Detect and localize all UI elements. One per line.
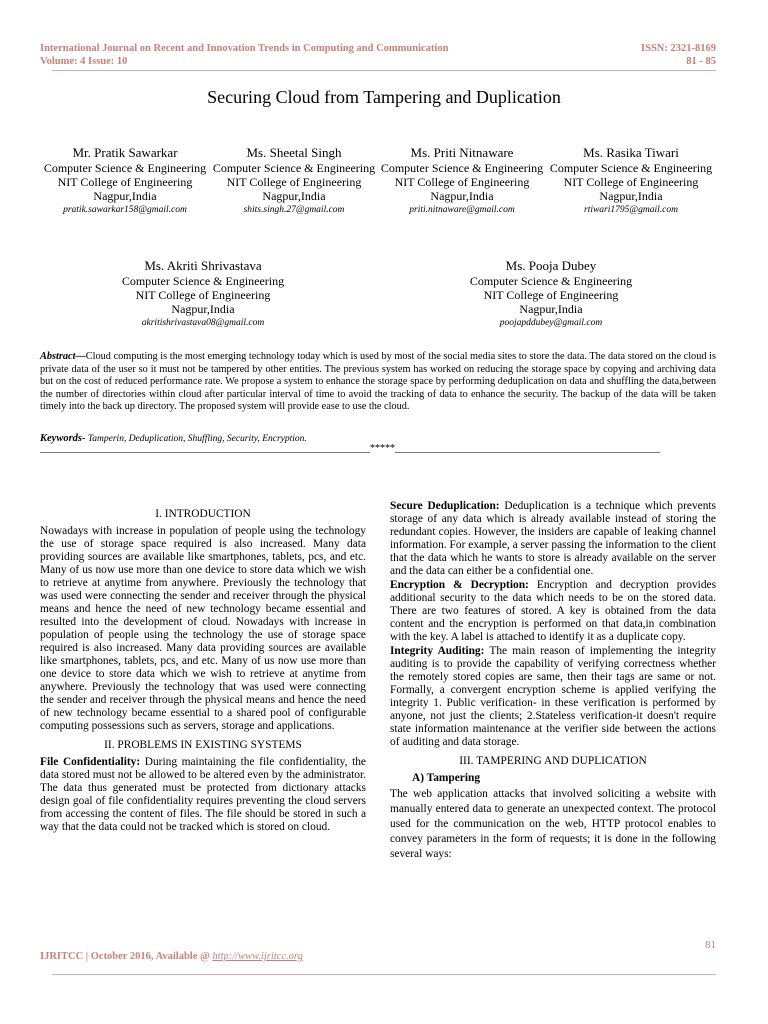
author-email[interactable]: rtiwari1795@gmail.com <box>584 205 678 215</box>
author-name: Ms. Pooja Dubey <box>505 258 597 273</box>
author-dept: Computer Science & Engineering <box>121 274 285 288</box>
author-college: NIT College of Engineering <box>394 175 530 189</box>
author-college: NIT College of Engineering <box>57 175 193 189</box>
footer-link[interactable]: http://www.ijritcc.org <box>212 951 303 962</box>
author-dept: Computer Science & Engineering <box>212 161 376 175</box>
author-block <box>377 146 547 217</box>
author-block <box>103 259 303 330</box>
right-column <box>390 500 716 863</box>
journal-issn-block <box>641 42 716 68</box>
author-name: Ms. Rasika Tiwari <box>583 145 679 160</box>
journal-pages: 81 - 85 <box>686 56 716 67</box>
author-email[interactable]: akritishrivastava08@gmail.com <box>141 318 265 328</box>
author-college: NIT College of Engineering <box>483 288 619 302</box>
footer <box>40 951 303 962</box>
encryption-label: Encryption & Decryption: <box>390 579 529 591</box>
file-confidentiality-paragraph <box>40 756 366 834</box>
author-block <box>546 146 716 217</box>
encryption-text: Encryption and decryption provides additional security to the data which needs to be on the stored data. There are two features of stored. A key is obtained from the data content and the encryption is performed on that data,in combination with the key. A label is attached to identify it as a duplicate copy. <box>390 579 717 643</box>
author-email[interactable]: priti.nitnaware@gmail.com <box>409 205 515 215</box>
author-name: Mr. Pratik Sawarkar <box>72 145 178 160</box>
author-college: NIT College of Engineering <box>226 175 362 189</box>
author-dept: Computer Science & Engineering <box>549 161 713 175</box>
abstract-label: Abstract— <box>40 351 86 362</box>
author-dept: Computer Science & Engineering <box>43 161 207 175</box>
author-name: Ms. Sheetal Singh <box>246 145 342 160</box>
keywords-label: Keywords- <box>40 433 86 444</box>
author-name: Ms. Priti Nitnaware <box>410 145 514 160</box>
section-heading-introduction: I. INTRODUCTION <box>155 508 251 520</box>
author-city: Nagpur,India <box>171 302 235 316</box>
author-block <box>209 146 379 217</box>
journal-volume: Volume: 4 Issue: 10 <box>40 56 128 67</box>
author-email[interactable]: poojapddubey@gmail.com <box>499 318 603 328</box>
section-heading-tampering: III. TAMPERING AND DUPLICATION <box>459 755 647 767</box>
author-college: NIT College of Engineering <box>563 175 699 189</box>
keywords-text: Tamperin, Deduplication, Shuffling, Security, Encryption. <box>85 434 307 444</box>
author-block <box>451 259 651 330</box>
secure-dedup-text: Deduplication is a technique which prevents storage of any data which is already available instead of storing the redundant copies. However, the insiders are capable of leaking channel information. For example, a server passing the information to the client that the data which he wants to store is already available on the server and the data can either be a confidential one. <box>390 500 716 577</box>
journal-name: International Journal on Recent and Innovation Trends in Computing and Communication <box>40 43 449 54</box>
introduction-paragraph: Nowadays with increase in population of people using the technology the use of storage space required is also increased. Many data providing sources are available like smartphones, tablets, pcs, and etc. Many of us now use more than one device to store data which we wish to retrieve at anytime from anywhere. Previously the technology that was used were connecting the sender and receiver through the physical means and hence the need of new technology became essential and resulted into the development of cloud. Nowadays with increase in population of people using the technology the use of storage space required is also increased. Many data providing sources are available like smartphones, tablets, pcs, and etc. Many of us now use more than one device to store data which we wish to retrieve at anytime from anywhere. Previously the technology that was used were connecting the sender and receiver through the physical means and hence the need of new technology became essential to a shared pool of configurable computing possessions such as servers, storage and applications. <box>40 525 366 732</box>
abstract <box>40 351 716 414</box>
author-dept: Computer Science & Engineering <box>469 274 633 288</box>
encryption-paragraph <box>390 579 716 644</box>
author-college: NIT College of Engineering <box>135 288 271 302</box>
section-heading-problems: II. PROBLEMS IN EXISTING SYSTEMS <box>104 739 302 751</box>
integrity-paragraph <box>390 645 716 749</box>
author-city: Nagpur,India <box>519 302 583 316</box>
footer-text: IJRITCC | October 2016, Available @ <box>40 951 213 962</box>
file-confidentiality-label: File Confidentiality: <box>40 756 141 768</box>
author-city: Nagpur,India <box>430 189 494 203</box>
secure-dedup-paragraph <box>390 500 716 578</box>
author-city: Nagpur,India <box>599 189 663 203</box>
file-confidentiality-text: During maintaining the file confidentiality, the data stored must not be allowed to be altered even by the administrator. The data thus generated must be protected from dictionary attacks design goal of file confidentiality requires preventing the cloud servers from accessing the content of files. The file should be stored in such a way that the data could not be tracked which is stored on cloud. <box>40 756 366 833</box>
abstract-text: Cloud computing is the most emerging technology today which is used by most of the social media sites to store the data. The data stored on the cloud is private data of the user so it must not be tampered by other entities. The previous system has worked on reducing the storage space by copying and archiving data but on the cost of reduced performance rate. We propose a system to enhance the storage space by performing deduplication on data and shuffling the data,between the number of directories within cloud after particular interval of time to avoid the tracking of data to enhance the security. The backup of the data will be taken timely into the back up directory. The proposed system will provide ease to use the cloud. <box>40 351 716 412</box>
tampering-paragraph: The web application attacks that involved soliciting a website with manually entered data to generate an unexpected context. The protocol used for the communication on the web, HTTP protocol enables to convey parameters in the form of requests; it is done in the following several ways: <box>390 788 716 860</box>
page-number: 81 <box>705 939 716 951</box>
secure-dedup-label: Secure Deduplication: <box>390 500 500 512</box>
author-block <box>40 146 210 217</box>
author-city: Nagpur,India <box>93 189 157 203</box>
paper-title: Securing Cloud from Tampering and Duplication <box>207 87 561 107</box>
footer-rule <box>52 974 716 975</box>
author-email[interactable]: pratik.sawarkar158@gmail.com <box>63 205 187 215</box>
journal-issn: ISSN: 2321-8169 <box>641 43 716 54</box>
integrity-label: Integrity Auditing: <box>390 645 485 657</box>
left-column <box>40 505 366 835</box>
header-rule <box>52 70 716 71</box>
author-dept: Computer Science & Engineering <box>380 161 544 175</box>
journal-header <box>40 42 448 68</box>
subsection-heading-tampering: A) Tampering <box>412 772 481 784</box>
author-city: Nagpur,India <box>262 189 326 203</box>
integrity-text: The main reason of implementing the integrity auditing is to provide the capability of verifying correctness whether the remotely stored copies are same, then their tags are same or not. Formally, a convergent encryption scheme is applied verifying the integrity 1. Public verification- in these verification is performed by anyone, not just the clients; 2.Stateless verification-it doesn't require state information maintenance at the verifier side between the actions of auditing and data storage. <box>390 645 716 748</box>
author-email[interactable]: shits.singh.27@gmail.com <box>243 205 345 215</box>
author-name: Ms. Akriti Shrivastava <box>144 258 262 273</box>
section-separator: __________________________________________________________________*****_____________________________________________________ <box>40 443 660 454</box>
